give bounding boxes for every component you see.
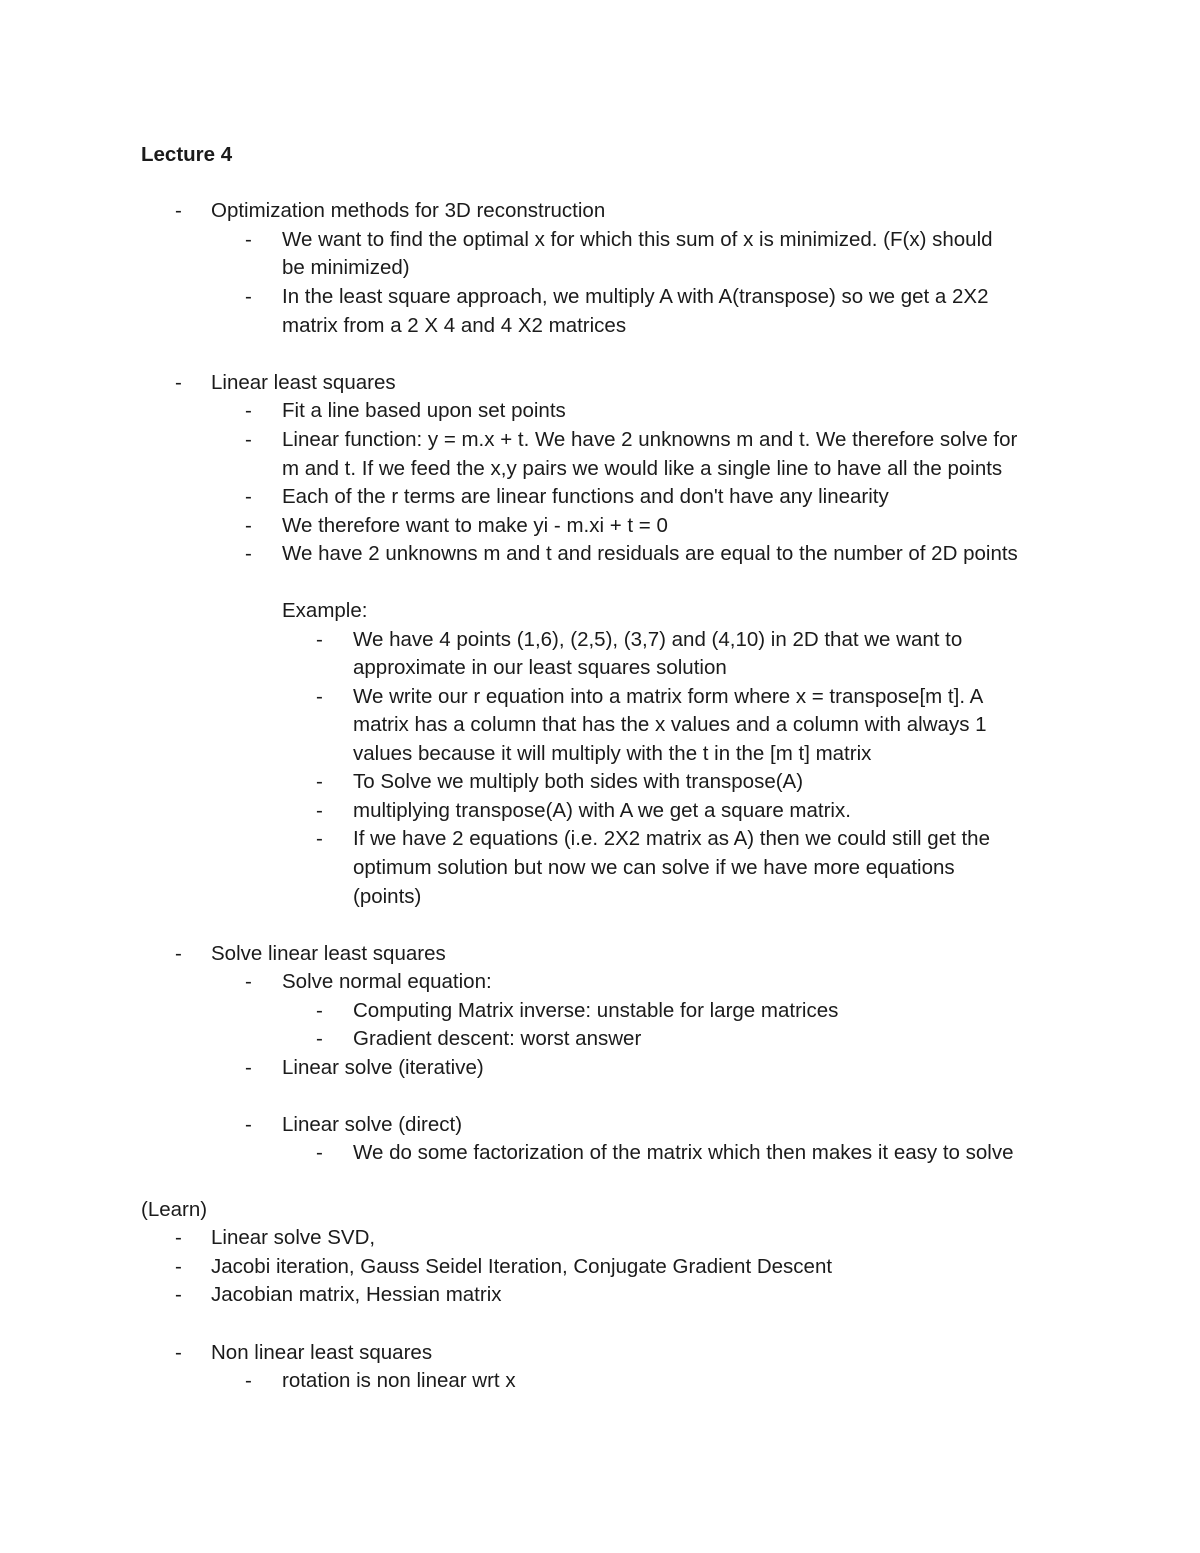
text-line: Each of the r terms are linear functions and don't have any linearity <box>282 485 889 508</box>
bullet-dash: - <box>245 514 252 537</box>
bullet-dash: - <box>316 770 323 793</box>
text-line: We have 4 points (1,6), (2,5), (3,7) and (4,10) in 2D that we want to <box>353 628 963 651</box>
text-line: Linear solve SVD, <box>211 1226 376 1249</box>
bullet-dash: - <box>245 399 252 422</box>
bullet-dash: - <box>245 428 252 451</box>
bullet-dash: - <box>175 1341 182 1364</box>
text-line: In the least square approach, we multiply A with A(transpose) so we get a 2X2 <box>282 285 989 308</box>
text-line: We have 2 unknowns m and t and residuals are equal to the number of 2D points <box>282 542 1018 565</box>
text-line: If we have 2 equations (i.e. 2X2 matrix as A) then we could still get the <box>353 827 990 850</box>
text-line: approximate in our least squares solution <box>353 656 727 679</box>
bullet-dash: - <box>316 999 323 1022</box>
text-line: Linear solve (direct) <box>282 1113 463 1136</box>
bullet-dash: - <box>316 685 323 708</box>
text-line: m and t. If we feed the x,y pairs we would like a single line to have all the points <box>282 457 1003 480</box>
bullet-dash: - <box>316 628 323 651</box>
text-line: rotation is non linear wrt x <box>282 1369 516 1392</box>
bullet-dash: - <box>175 1283 182 1306</box>
bullet-dash: - <box>245 1056 252 1079</box>
text-line: To Solve we multiply both sides with transpose(A) <box>353 770 804 793</box>
bullet-dash: - <box>175 371 182 394</box>
text-line: We want to find the optimal x for which this sum of x is minimized. (F(x) should <box>282 228 993 251</box>
text-line: We write our r equation into a matrix form where x = transpose[m t]. A <box>353 685 984 708</box>
text-line: Solve normal equation: <box>282 970 492 993</box>
text-line: optimum solution but now we can solve if we have more equations <box>353 856 955 879</box>
bullet-dash: - <box>245 1369 252 1392</box>
bullet-dash: - <box>316 1027 323 1050</box>
text-line: Optimization methods for 3D reconstruction <box>211 199 606 222</box>
text-line: Linear solve (iterative) <box>282 1056 484 1079</box>
bullet-dash: - <box>245 1113 252 1136</box>
bullet-dash: - <box>316 799 323 822</box>
text-line: be minimized) <box>282 256 410 279</box>
text-line: Linear least squares <box>211 371 396 394</box>
text-line: Solve linear least squares <box>211 942 446 965</box>
text-line: (Learn) <box>141 1198 208 1221</box>
text-line: Fit a line based upon set points <box>282 399 566 422</box>
text-line: Jacobi iteration, Gauss Seidel Iteration, Conjugate Gradient Descent <box>211 1255 833 1278</box>
bullet-dash: - <box>245 285 252 308</box>
text-line: Example: <box>282 599 368 622</box>
text-line: matrix has a column that has the x values and a column with always 1 <box>353 713 987 736</box>
bullet-dash: - <box>175 942 182 965</box>
bullet-dash: - <box>316 827 323 850</box>
text-line: Non linear least squares <box>211 1341 433 1364</box>
text-line: We do some factorization of the matrix which then makes it easy to solve <box>353 1141 1014 1164</box>
text-line: Computing Matrix inverse: unstable for large matrices <box>353 999 839 1022</box>
text-line: matrix from a 2 X 4 and 4 X2 matrices <box>282 314 627 337</box>
bullet-dash: - <box>245 970 252 993</box>
text-line: (points) <box>353 885 422 908</box>
page-title: Lecture 4 <box>141 143 233 166</box>
text-line: Linear function: y = m.x + t. We have 2 unknowns m and t. We therefore solve for <box>282 428 1018 451</box>
bullet-dash: - <box>175 1226 182 1249</box>
bullet-dash: - <box>245 485 252 508</box>
bullet-dash: - <box>316 1141 323 1164</box>
bullet-dash: - <box>175 1255 182 1278</box>
bullet-dash: - <box>175 199 182 222</box>
text-line: Gradient descent: worst answer <box>353 1027 642 1050</box>
text-line: multiplying transpose(A) with A we get a square matrix. <box>353 799 851 822</box>
bullet-dash: - <box>245 542 252 565</box>
text-line: Jacobian matrix, Hessian matrix <box>211 1283 502 1306</box>
text-line: values because it will multiply with the t in the [m t] matrix <box>353 742 872 765</box>
text-line: We therefore want to make yi - m.xi + t = 0 <box>282 514 668 537</box>
bullet-dash: - <box>245 228 252 251</box>
